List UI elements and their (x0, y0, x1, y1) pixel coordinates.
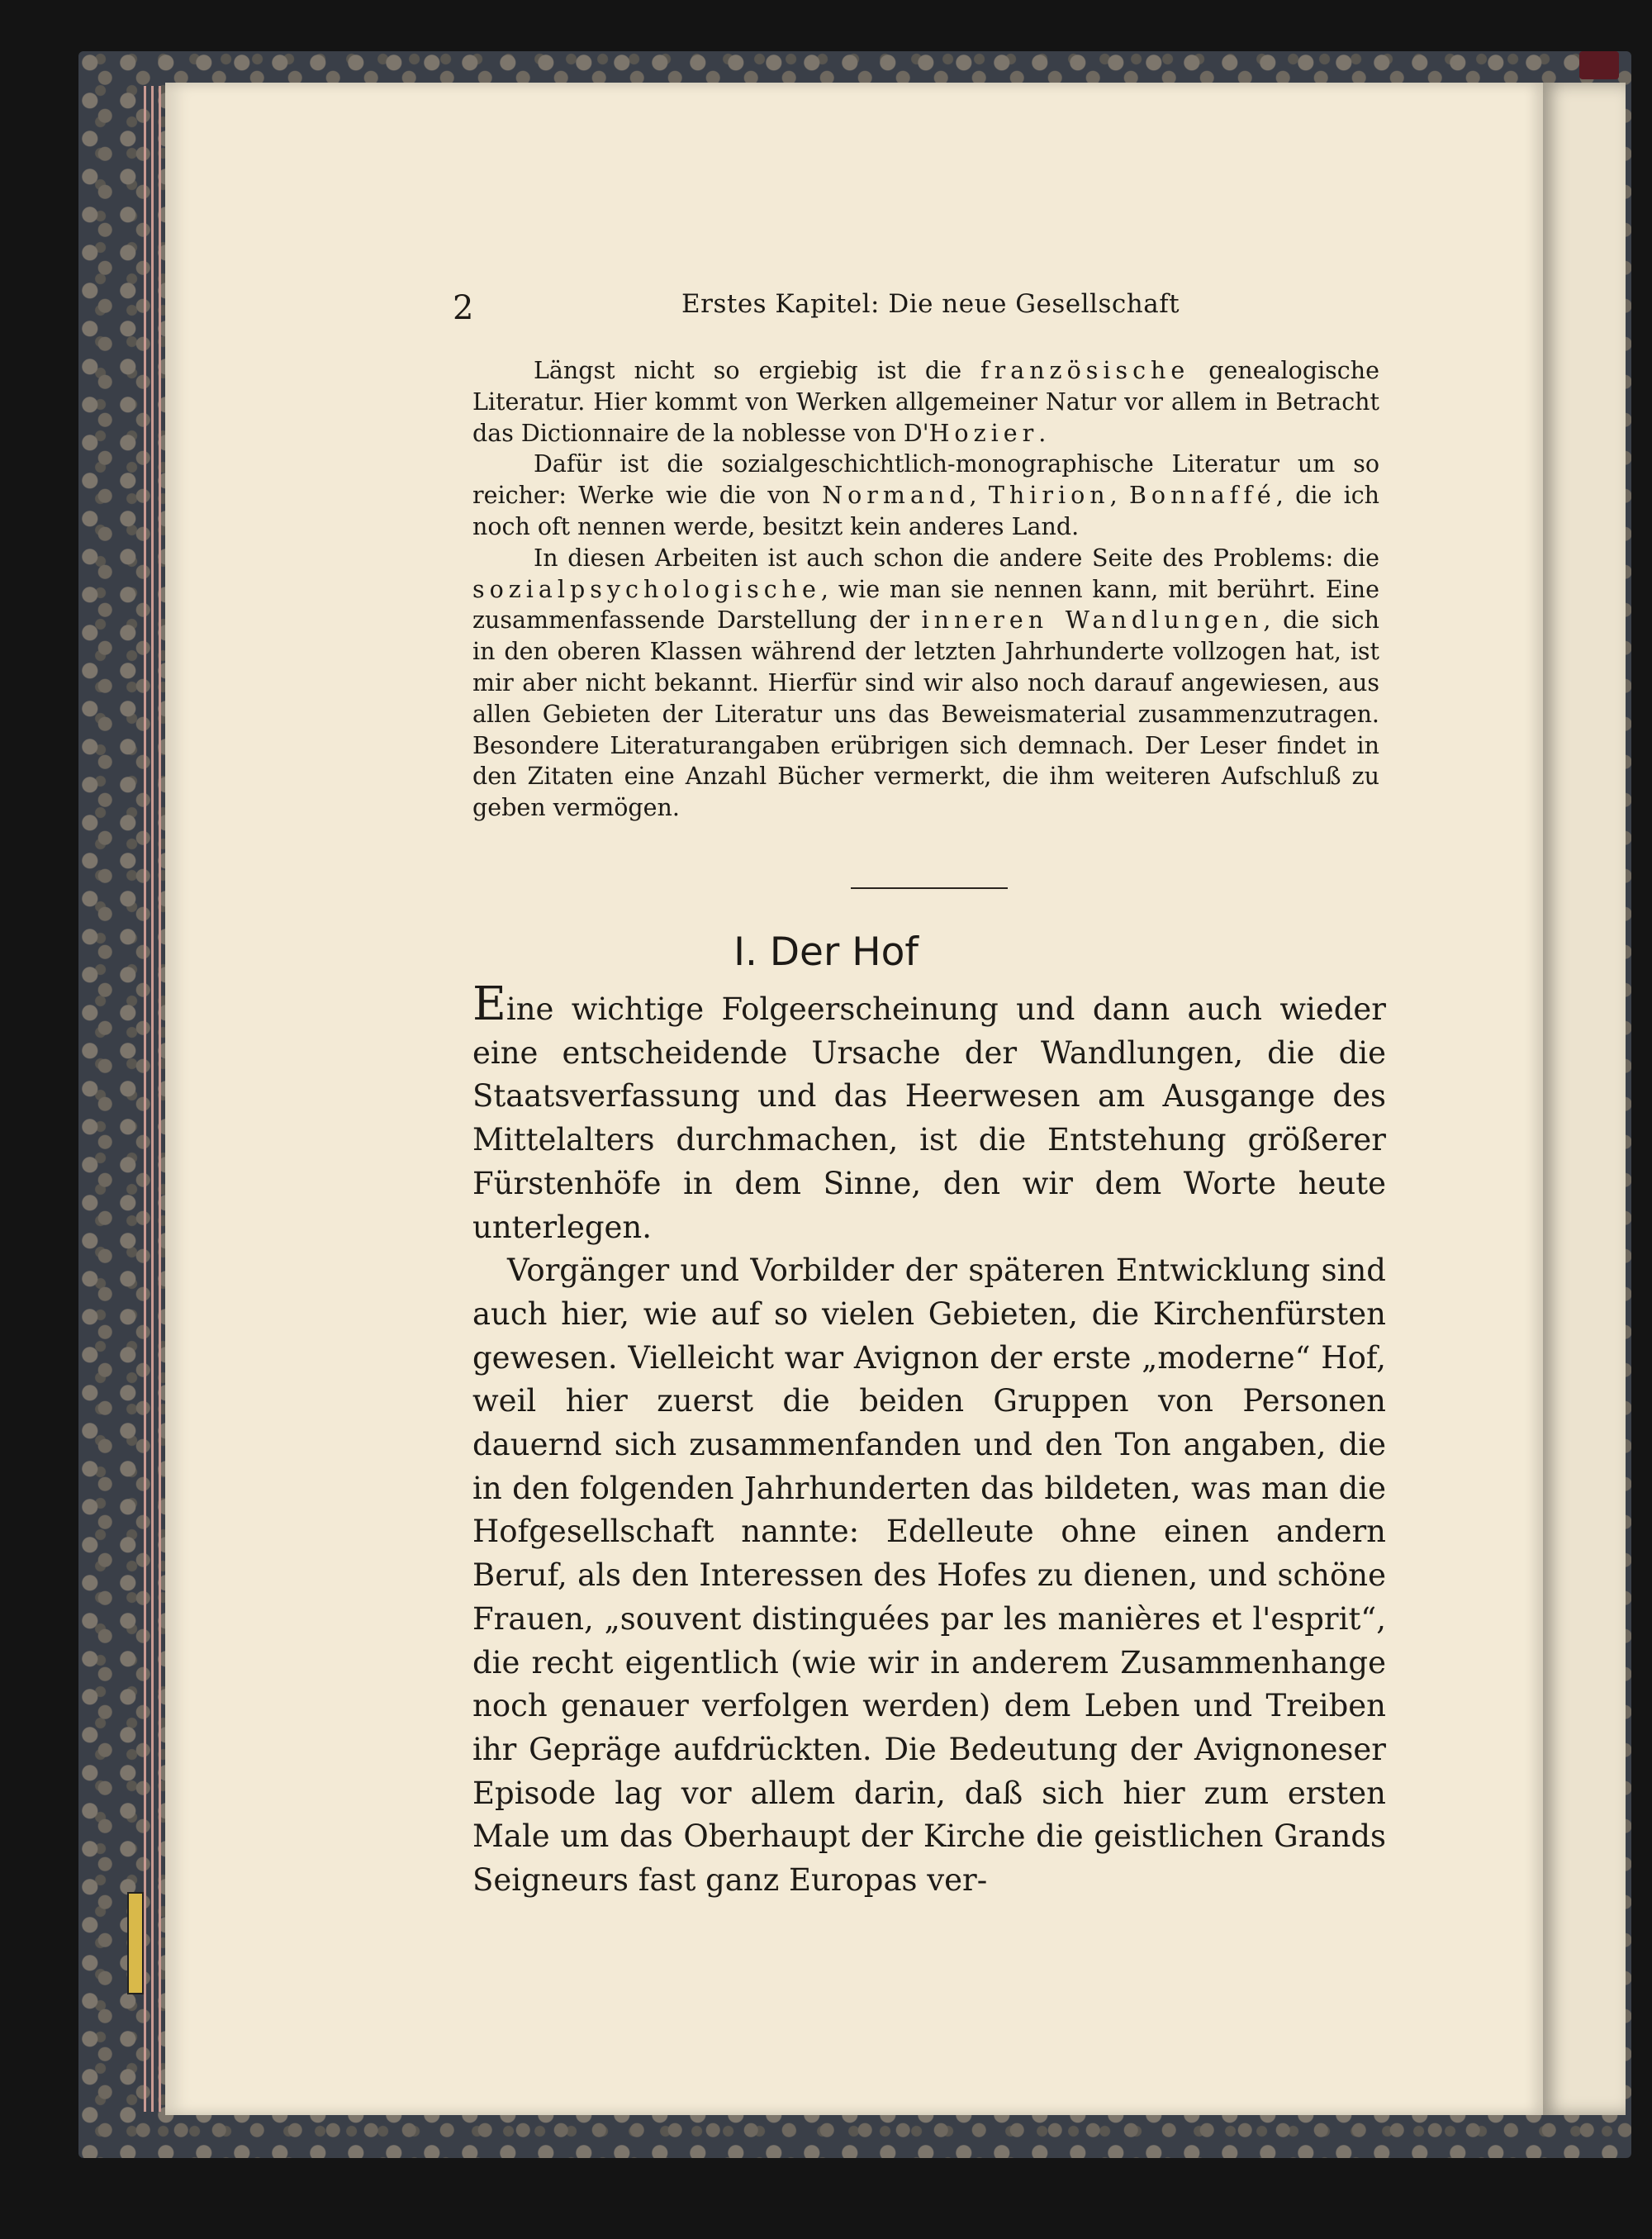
text-run: Dafür ist die sozialgeschichtlich-monographische Literatur um so reicher: Werke wie die von (472, 450, 1379, 510)
emphasis-spaced: französische (980, 357, 1190, 384)
intro-paragraph (472, 543, 1379, 824)
body-paragraph: Vorgänger und Vorbilder der späteren Entwicklung sind auch hier, wie auf so vielen Gebieten, die Kirchenfürsten gewesen. Vielleicht war Avignon der erste „moderne“ Hof, weil hier zuerst die beiden Gruppen von Personen dauernd sich zusammenfanden und den Ton angaben, die in den folgenden Jahrhunderten das bildeten, was man die Hofgesellschaft nannte: Edelleute ohne einen andern Beruf, als den Interessen des Hofes zu dienen, und schöne Frauen, „souvent distinguées par les manières et l'esprit“, die recht eigentlich (wie wir in anderem Zusammenhange noch genauer verfolgen werden) dem Leben und Treiben ihr Gepräge aufdrückten. Die Bedeutung der Avignoneser Episode lag vor allem darin, daß sich hier zum ersten Male um das Oberhaupt der Kirche die geistlichen Grands Seigneurs fast ganz Europas ver- (472, 1253, 1386, 1899)
emphasis-spaced: Normand (822, 482, 970, 510)
intro-text-block (472, 355, 1379, 824)
text-run: , (1109, 482, 1129, 510)
body-paragraph-text: ine wichtige Folgeerscheinung und dann auch wieder eine entscheidende Ursache der Wandlungen, die die Staatsverfassung und das Heerwesen am Ausgange des Mittelalters durchmachen, ist die Entstehung größerer Fürstenhöfe in dem Sinne, den wir dem Worte heute unterlegen. (472, 991, 1386, 1245)
text-run: , (969, 482, 989, 510)
text-run: genealogische Literatur. Hier kommt von Werken allgemeiner Natur vor allem in Betracht das Dictionnaire de la noblesse von D' (472, 357, 1379, 447)
page-tab-marker (127, 1892, 144, 1994)
text-run: Längst nicht so ergiebig ist die (534, 357, 981, 384)
page-edge-line (151, 86, 154, 2112)
intro-paragraph (472, 355, 1379, 449)
text-run: , wie man sie nennen kann, mit berührt. Eine zusammenfassende Darstellung der (472, 575, 1379, 635)
section-divider (851, 887, 1008, 889)
drop-cap: E (472, 977, 506, 1031)
body-text-block (472, 977, 1386, 1903)
bookmark-ribbon (1579, 51, 1619, 79)
emphasis-spaced: Thirion (988, 482, 1110, 510)
intro-paragraph (472, 449, 1379, 542)
text-run: . (1038, 419, 1047, 447)
page-number: 2 (453, 289, 474, 327)
page-edge-line (159, 86, 161, 2112)
page-edge-line (144, 86, 146, 2112)
section-heading: I. Der Hof (733, 929, 919, 975)
body-paragraph (472, 977, 1386, 1249)
emphasis-spaced: inneren Wandlungen (921, 606, 1264, 635)
emphasis-spaced: Hozier (928, 419, 1039, 447)
emphasis-spaced: sozialpsychologische (472, 575, 821, 603)
text-run: , die sich in den oberen Klassen während der letzten Jahrhunderte vollzogen hat, ist mir aber nicht bekannt. Hierfür sind wir also noch darauf angewiesen, aus allen Gebieten der Literatur uns das Beweismaterial zusammenzutragen. Besondere Literaturangaben erübrigen sich demnach. Der Leser findet in den Zitaten eine Anzahl Bücher vermerkt, die ihm weiteren Aufschluß zu geben vermögen. (472, 606, 1379, 822)
running-head: Erstes Kapitel: Die neue Gesellschaft (681, 289, 1180, 319)
emphasis-spaced: Bonnaffé (1128, 482, 1276, 510)
text-run: , die ich noch oft nennen werde, besitzt kein anderes Land. (472, 482, 1380, 540)
facing-page-edge (1543, 83, 1626, 2115)
text-run: In diesen Arbeiten ist auch schon die andere Seite des Problems: die (534, 544, 1379, 572)
